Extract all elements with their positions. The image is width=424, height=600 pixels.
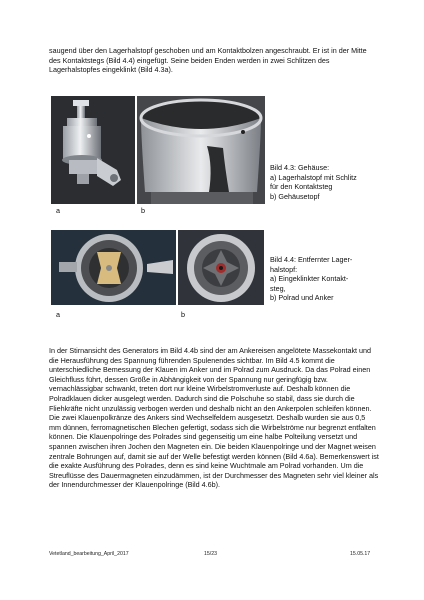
footer-page-number: 15/23 bbox=[204, 551, 217, 557]
footer-filename: Vetetland_bearbeitung_April_2017 bbox=[49, 551, 129, 557]
caption-line: a) Lagerhalstopf mit Schlitz bbox=[270, 172, 357, 182]
caption-line: steg, bbox=[270, 283, 286, 293]
caption-line: halstopf: bbox=[270, 264, 298, 274]
caption-line: Bild 4.4: Entfernter Lager- bbox=[270, 255, 353, 264]
caption-line: b) Gehäusetopf bbox=[270, 191, 320, 201]
figure-4-3a-photo bbox=[51, 96, 135, 204]
figure-4-4a-label: a bbox=[56, 310, 60, 319]
figure-4-4b-label: b bbox=[181, 310, 185, 319]
footer-date: 15.05.17 bbox=[350, 551, 371, 557]
figure-4-4-caption bbox=[270, 255, 352, 303]
caption-line: für den Kontaktsteg bbox=[270, 182, 333, 192]
body-paragraph: In der Stirnansicht des Generators im Bild 4.4b sind der am Ankereisen angelötete Massekontakt und die Herausführung des Spannung führenden Spulenendes sichtbar. Im Bild 4.5 kommt die unterschiedliche Bemessung der Klauen im Anker und im Polrad zum Ausdruck. Da das Polrad einen Gleichfluss führt, dessen Größe in Abhängigkeit von der Spannung nur geringfügig bzw. vernachlässigbar schwankt, treten dort nur kleine Wirbelstromverluste auf. Deshalb können die Polradklauen dicker ausgelegt werden. Dadurch sind die Polschuhe so stabil, dass sie durch die Fliehkräfte nicht unzulässig verbogen werden und deshalb nicht an den Ankerpolen schleifen können. Die zwei Klauenpolkränze des Ankers sind Wechselfeldern ausgesetzt. Deshalb wurden sie aus 0,5 mm dünnen, ferromagnetischen Blechen gefertigt, sodass sich die Wirbelströme nur begrenzt entfalten können. Die Klauenpolringe des Polrades sind gegenseitig um eine halbe Polteilung versetzt und spannen zwischen ihren Jochen den Magneten ein. Die beiden Klauenpolringe und der Magnet weisen zentrale Bohrungen auf, damit sie auf der Welle befestigt werden können (Bild 4.6a). Bemerkenswert ist die exakte Ausführung des Polrades, denn es sind keine Wuchtmale am Polrad vorhanden. Um die Streuflüsse des Dauermagneten einzudämmen, ist der Durchmesser des Magneten sehr viel kleiner als der Innendurchmesser der Klauenpolringe (Bild 4.6b). bbox=[49, 346, 379, 490]
caption-line: Bild 4.3: Gehäuse: bbox=[270, 163, 330, 172]
figure-4-3-caption bbox=[270, 163, 357, 201]
intro-paragraph: saugend über den Lagerhalstopf geschoben und am Kontaktbolzen angeschraubt. Er ist in der Mitte des Kontaktstegs (Bild 4.4) eingefügt. Seine beiden Enden werden in zwei Schlitzen des Lagerhalstopfes eingeklinkt (Bild 4.3a). bbox=[49, 46, 367, 75]
figure-4-3b-label: b bbox=[141, 206, 145, 215]
figure-4-4b-photo bbox=[178, 230, 264, 305]
figure-4-4a-photo bbox=[51, 230, 176, 305]
caption-line: b) Polrad und Anker bbox=[270, 293, 334, 303]
caption-line: a) Eingeklinkter Kontakt- bbox=[270, 274, 349, 284]
figure-4-3b-photo bbox=[137, 96, 265, 204]
figure-4-3a-label: a bbox=[56, 206, 60, 215]
